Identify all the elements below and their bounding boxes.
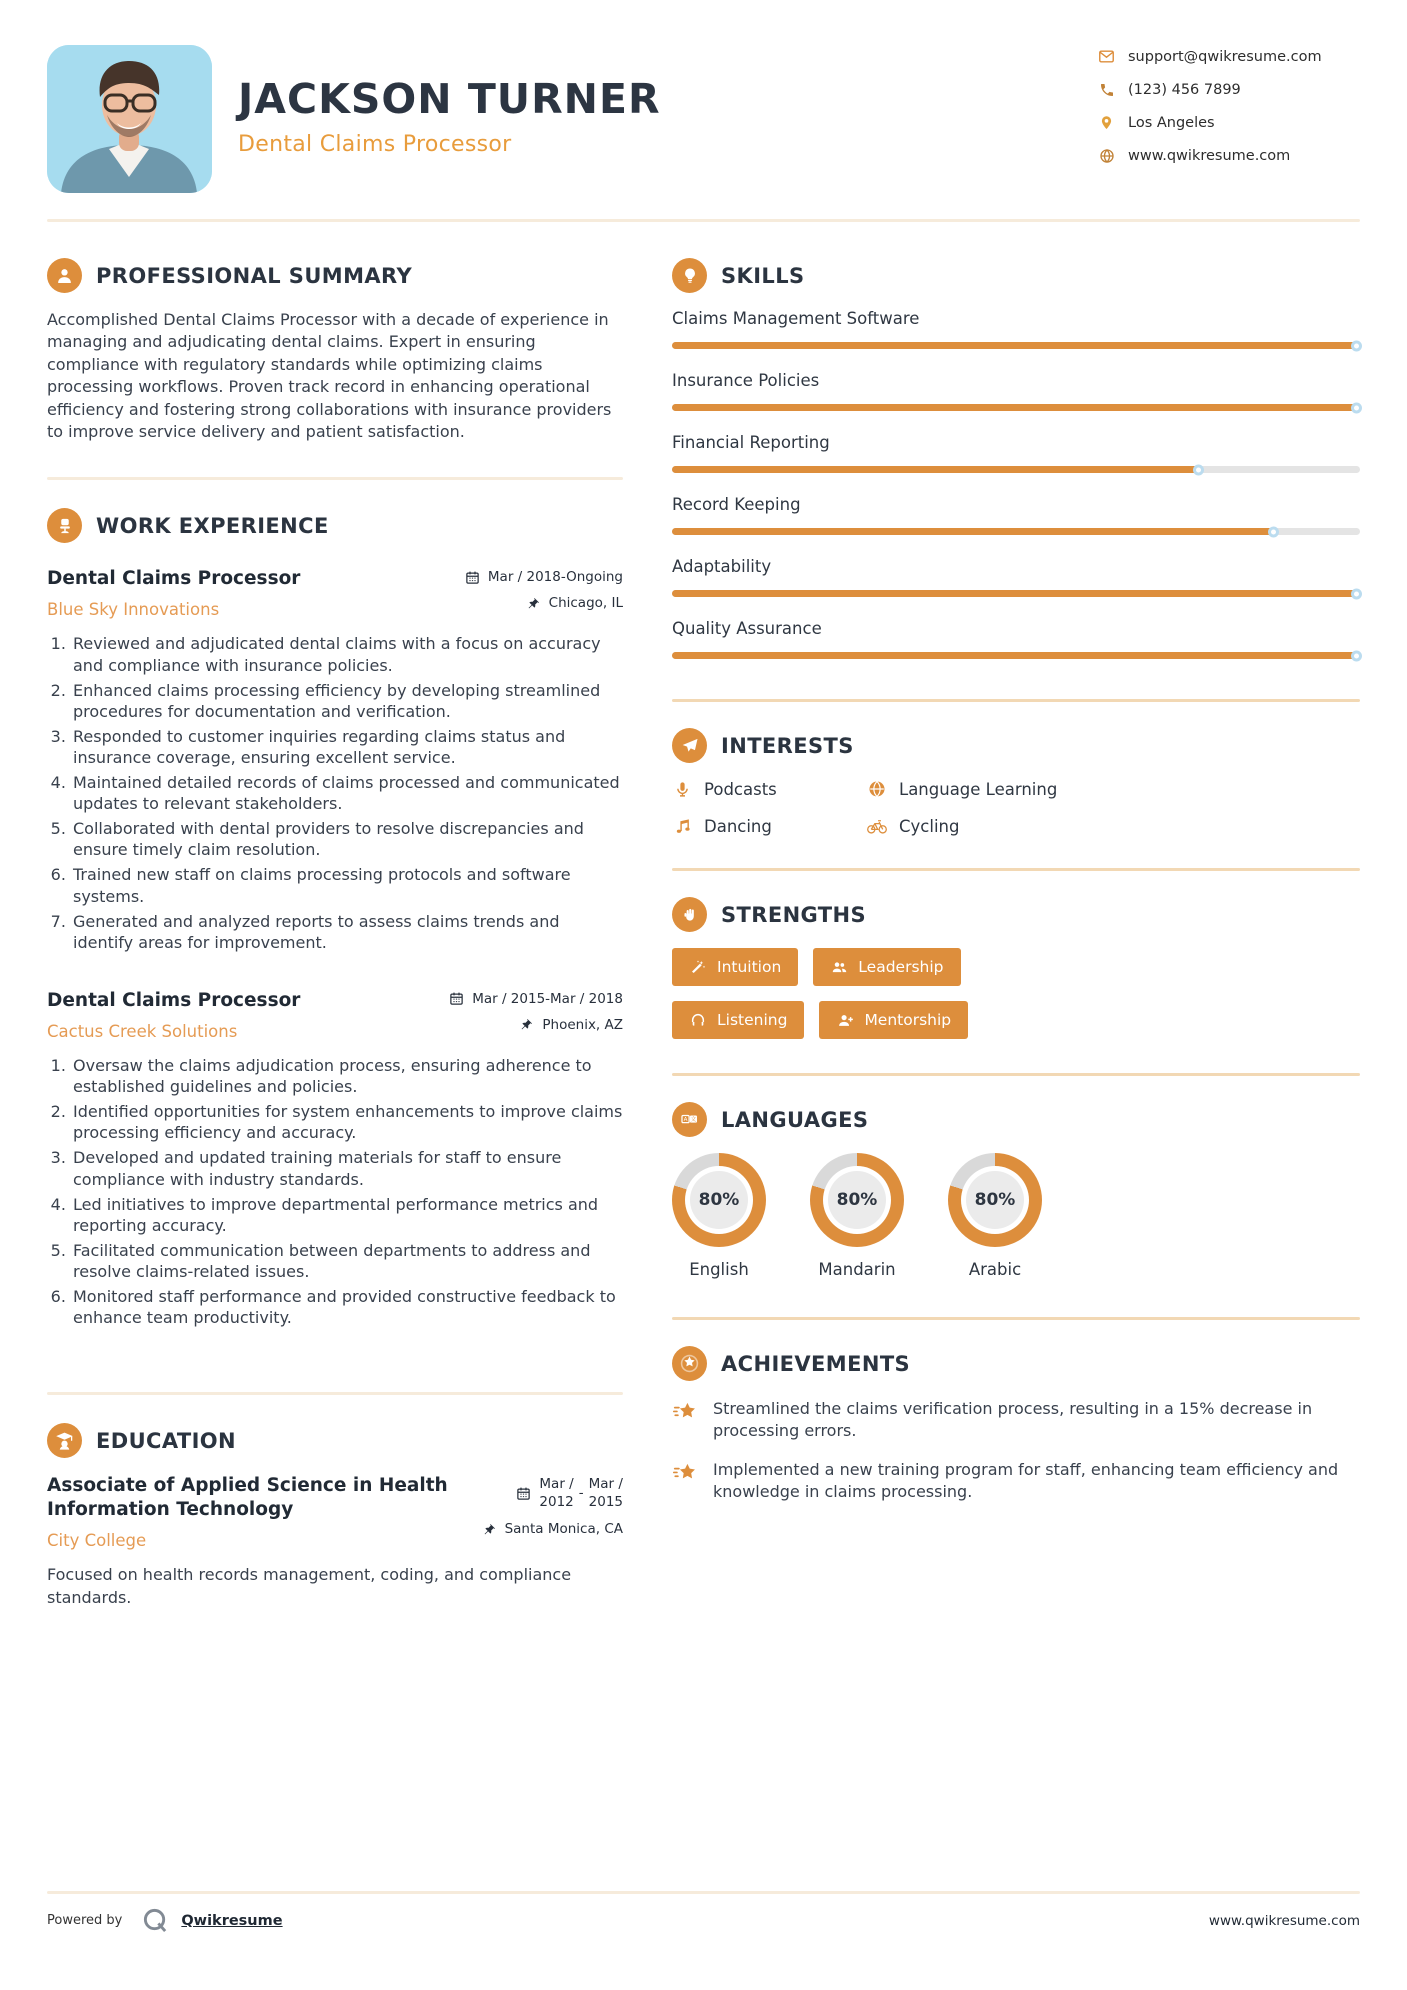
job-bullet: 6. Monitored staff performance and provided constructive feedback to enhance team productivity. xyxy=(71,1286,623,1328)
users-icon xyxy=(830,958,848,976)
interest-item: Dancing xyxy=(672,816,867,836)
job-bullet: 1. Oversaw the claims adjudication process, ensuring adherence to established guidelines and policies. xyxy=(71,1055,623,1097)
skill-slider[interactable] xyxy=(672,652,1360,659)
header xyxy=(0,0,1407,219)
contact-website-text: www.qwikresume.com xyxy=(1128,147,1291,164)
shooting-star-icon xyxy=(672,1460,699,1487)
interest-item: Cycling xyxy=(867,816,1360,836)
music-note-icon xyxy=(672,816,692,836)
language-percent: 80% xyxy=(966,1171,1024,1229)
job-entry xyxy=(47,989,623,1328)
svg-text:A: A xyxy=(683,1117,688,1124)
language-percent: 80% xyxy=(828,1171,886,1229)
contact-location xyxy=(1098,114,1360,131)
contact-block xyxy=(1098,45,1360,164)
contact-phone-text: (123) 456 7899 xyxy=(1128,81,1241,98)
calendar-icon xyxy=(465,570,480,585)
person-title: Dental Claims Processor xyxy=(238,132,512,157)
skill-row: Financial Reporting xyxy=(672,433,1360,473)
strength-chip: Leadership xyxy=(813,948,960,986)
contact-phone[interactable] xyxy=(1098,81,1360,98)
section-divider xyxy=(672,1073,1360,1076)
strengths-heading: STRENGTHS xyxy=(721,902,867,927)
job-bullet: 4. Maintained detailed records of claims processed and communicated updates to relevant stakeholders. xyxy=(71,772,623,814)
globe-icon xyxy=(1098,147,1115,164)
translate-icon xyxy=(672,1102,707,1137)
summary-text: Accomplished Dental Claims Processor with a decade of experience in managing and adjudicating dental claims. Expert in ensuring compliance with regulatory standards while optimizing claims processing workflows. Proven track record in enhancing operational efficiency and fostering strong collaborations with insurance providers to improve service delivery and patient satisfaction. xyxy=(47,310,612,441)
language-item xyxy=(672,1153,766,1279)
job-entry xyxy=(47,567,623,953)
calendar-icon xyxy=(516,1486,531,1501)
date-separator: - xyxy=(578,1485,584,1502)
lightbulb-icon xyxy=(672,258,707,293)
school-name: City College xyxy=(47,1531,147,1551)
header-identity xyxy=(238,45,1098,157)
language-donuts xyxy=(672,1153,1360,1279)
strength-chip: Listening xyxy=(672,1001,804,1039)
badge-star-icon xyxy=(672,1346,707,1381)
skill-slider[interactable] xyxy=(672,590,1360,597)
skill-row: Quality Assurance xyxy=(672,619,1360,659)
experience-section-header xyxy=(47,508,623,543)
user-plus-icon xyxy=(836,1011,854,1029)
job-bullet: 6. Trained new staff on claims processing protocols and software systems. xyxy=(71,864,623,906)
strength-chip: Intuition xyxy=(672,948,798,986)
magic-wand-icon xyxy=(689,958,707,976)
interests-section-header xyxy=(672,728,1360,763)
job-bullet: 3. Developed and updated training materials for staff to ensure compliance with industry standards. xyxy=(71,1147,623,1189)
job-company: Cactus Creek Solutions xyxy=(47,1021,238,1041)
skill-row: Claims Management Software xyxy=(672,309,1360,349)
skills-section-header xyxy=(672,258,1360,293)
slider-knob[interactable] xyxy=(1351,340,1362,351)
section-divider xyxy=(672,1317,1360,1320)
slider-knob[interactable] xyxy=(1351,588,1362,599)
job-title: Dental Claims Processor xyxy=(47,568,301,590)
contact-email[interactable] xyxy=(1098,48,1360,65)
interest-item: Podcasts xyxy=(672,779,867,799)
graduate-icon xyxy=(47,1423,82,1458)
language-percent: 80% xyxy=(690,1171,748,1229)
education-dates: Mar / 2012 - Mar / 2015 xyxy=(482,1476,623,1511)
summary-heading: PROFESSIONAL SUMMARY xyxy=(96,263,413,288)
job-bullet-list xyxy=(47,633,623,953)
achievement-item: Implemented a new training program for staff, enhancing team efficiency and knowledge in claims processing. xyxy=(672,1459,1360,1503)
section-divider xyxy=(47,477,623,480)
avatar xyxy=(47,45,212,193)
language-label: English xyxy=(689,1260,749,1279)
office-chair-icon xyxy=(47,508,82,543)
job-dates: Mar / 2018-Ongoing xyxy=(465,569,623,585)
strength-chip: Mentorship xyxy=(819,1001,968,1039)
interest-item: Language Learning xyxy=(867,779,1360,799)
skill-row: Record Keeping xyxy=(672,495,1360,535)
job-location: Chicago, IL xyxy=(465,595,623,611)
skills-heading: SKILLS xyxy=(721,263,805,288)
job-bullet: 2. Enhanced claims processing efficiency by developing streamlined procedures for documentation and verification. xyxy=(71,680,623,722)
contact-website[interactable] xyxy=(1098,147,1360,164)
strength-chips xyxy=(672,948,1102,1039)
bicycle-icon xyxy=(867,816,887,836)
job-title: Dental Claims Processor xyxy=(47,989,301,1011)
powered-by-label: Powered by xyxy=(47,1913,123,1928)
achievements-heading: ACHIEVEMENTS xyxy=(721,1351,911,1376)
skill-slider[interactable] xyxy=(672,404,1360,411)
job-dates: Mar / 2015-Mar / 2018 xyxy=(449,991,623,1007)
strengths-section-header xyxy=(672,897,1360,932)
job-bullet-list xyxy=(47,1055,623,1328)
language-label: Mandarin xyxy=(818,1260,896,1279)
slider-knob[interactable] xyxy=(1351,402,1362,413)
education-location: Santa Monica, CA xyxy=(482,1521,623,1537)
left-column xyxy=(47,232,623,1609)
location-icon xyxy=(1098,114,1115,131)
slider-knob[interactable] xyxy=(1268,526,1279,537)
phone-icon xyxy=(1098,81,1115,98)
person-name: JACKSON TURNER xyxy=(238,75,661,123)
job-bullet: 7. Generated and analyzed reports to assess claims trends and identify areas for improvement. xyxy=(71,911,623,953)
footer-website: www.qwikresume.com xyxy=(1208,1912,1360,1929)
email-icon xyxy=(1098,48,1115,65)
slider-knob[interactable] xyxy=(1193,464,1204,475)
interests-heading: INTERESTS xyxy=(721,733,854,758)
job-bullet: 4. Led initiatives to improve departmental performance metrics and reporting accuracy. xyxy=(71,1194,623,1236)
languages-heading: LANGUAGES xyxy=(721,1107,869,1132)
slider-knob[interactable] xyxy=(1351,650,1362,661)
language-item xyxy=(948,1153,1042,1279)
experience-heading: WORK EXPERIENCE xyxy=(96,513,329,538)
language-progress-ring xyxy=(948,1153,1042,1247)
language-label: Arabic xyxy=(968,1260,1022,1279)
degree-title: Associate of Applied Science in Health Information Technology xyxy=(47,1475,448,1521)
job-bullet: 5. Facilitated communication between departments to address and resolve claims-related issues. xyxy=(71,1240,623,1282)
education-heading: EDUCATION xyxy=(96,1428,237,1453)
pushpin-icon xyxy=(519,1017,534,1032)
contact-email-text: support@qwikresume.com xyxy=(1128,48,1322,65)
qwikresume-brand-link[interactable]: Qwikresume xyxy=(181,1912,283,1929)
calendar-icon xyxy=(449,991,464,1006)
header-divider xyxy=(47,219,1360,222)
right-column xyxy=(672,232,1360,1503)
education-description: Focused on health records management, coding, and compliance standards. xyxy=(47,1565,572,1607)
achievement-item: Streamlined the claims verification process, resulting in a 15% decrease in processing errors. xyxy=(672,1398,1360,1442)
paper-plane-icon xyxy=(672,728,707,763)
job-bullet: 3. Responded to customer inquiries regarding claims status and insurance coverage, ensuring excellent service. xyxy=(71,726,623,768)
job-bullet: 5. Collaborated with dental providers to resolve discrepancies and ensure timely claim resolution. xyxy=(71,818,623,860)
language-progress-ring xyxy=(810,1153,904,1247)
education-section-header xyxy=(47,1423,623,1458)
section-divider xyxy=(672,868,1360,871)
language-item xyxy=(810,1153,904,1279)
job-bullet: 1. Reviewed and adjudicated dental claims with a focus on accuracy and compliance with insurance policies. xyxy=(71,633,623,675)
education-entry xyxy=(47,1474,623,1609)
language-progress-ring xyxy=(672,1153,766,1247)
section-divider xyxy=(672,699,1360,702)
shooting-star-icon xyxy=(672,1399,699,1426)
profile-photo xyxy=(47,45,212,193)
svg-text:文: 文 xyxy=(690,1117,697,1124)
qwikresume-logo-icon xyxy=(142,1907,169,1934)
skill-slider[interactable] xyxy=(672,342,1360,349)
skill-slider[interactable] xyxy=(672,528,1360,535)
pushpin-icon xyxy=(526,596,541,611)
interests-grid xyxy=(672,779,1360,836)
fist-icon xyxy=(672,897,707,932)
footer xyxy=(0,1891,1407,1934)
headphones-icon xyxy=(689,1011,707,1029)
pushpin-icon xyxy=(482,1522,497,1537)
achievements-section-header xyxy=(672,1346,1360,1381)
person-icon xyxy=(47,258,82,293)
globe-icon xyxy=(867,779,887,799)
microphone-icon xyxy=(672,779,692,799)
contact-location-text: Los Angeles xyxy=(1128,114,1215,131)
skill-slider[interactable] xyxy=(672,466,1360,473)
job-bullet: 2. Identified opportunities for system enhancements to improve claims processing efficiency and accuracy. xyxy=(71,1101,623,1143)
languages-section-header xyxy=(672,1102,1360,1137)
job-company: Blue Sky Innovations xyxy=(47,600,220,620)
skill-row: Insurance Policies xyxy=(672,371,1360,411)
summary-section-header xyxy=(47,258,623,293)
job-location: Phoenix, AZ xyxy=(449,1017,623,1033)
skill-row: Adaptability xyxy=(672,557,1360,597)
section-divider xyxy=(47,1392,623,1395)
